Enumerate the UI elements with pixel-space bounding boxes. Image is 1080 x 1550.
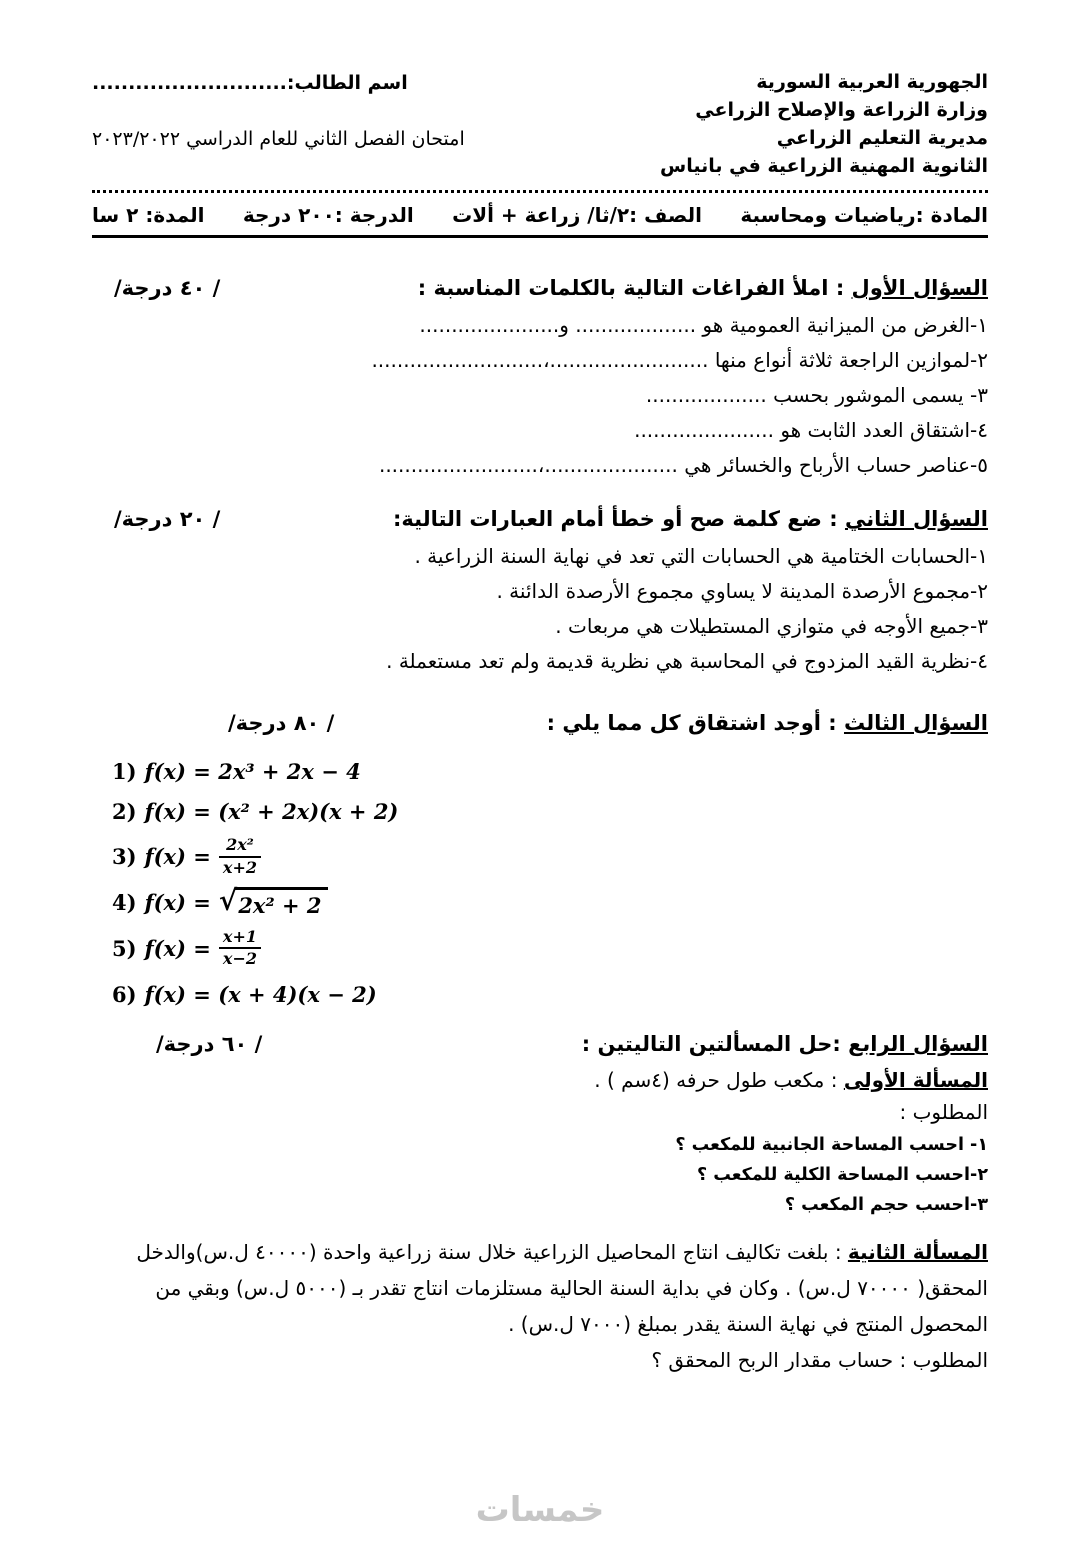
- problem-1-requirement: ١- احسب المساحة الجانبية للمكعب ؟: [675, 1135, 988, 1156]
- problem-1-statement: [92, 1068, 988, 1092]
- formula-1-label: 1): [112, 758, 137, 784]
- formula-2-expression: f(x) = (x² + 2x)(x + 2): [144, 798, 399, 824]
- question-1-score: /٤٠ درجة /: [114, 276, 221, 300]
- org-line-directorate: مديرية التعليم الزراعي: [776, 127, 988, 149]
- formula-5-label: 5): [112, 935, 137, 961]
- total-score-field: الدرجة :٢٠٠ درجة: [242, 203, 414, 227]
- question-2: [92, 507, 988, 679]
- formula-2-label: 2): [112, 798, 137, 824]
- formula-3-label: 3): [112, 844, 137, 870]
- problem-1-text: : مكعب طول حرفه (٤سم ) .: [594, 1068, 844, 1093]
- formula-6-label: 6): [112, 981, 137, 1007]
- question-1-item: ٣- يسمى الموشور بحسب ...................: [645, 383, 988, 407]
- formula-3-prefix: f(x) =: [144, 844, 211, 870]
- question-2-score: /٢٠ درجة /: [114, 507, 221, 531]
- formula-2: [112, 795, 988, 827]
- dotted-divider: [92, 190, 988, 193]
- question-2-title: السؤال الثاني: [844, 507, 988, 531]
- question-2-item: ٤-نظرية القيد المزدوج في المحاسبة هي نظرية قديمة ولم تعد مستعملة .: [386, 649, 988, 673]
- formula-1-expression: f(x) = 2x³ + 2x − 4: [144, 758, 361, 784]
- radical-sign-icon: √: [218, 884, 238, 918]
- question-3-score: /٨٠ درجة /: [228, 711, 335, 735]
- question-2-item: ٣-جميع الأوجه في متوازي المستطيلات هي مربعات .: [555, 614, 988, 638]
- question-1-title: السؤال الأول: [851, 276, 988, 300]
- formula-6: [112, 978, 988, 1010]
- question-2-instruction: : ضع كلمة صح أو خطأ أمام العبارات التالية:: [392, 507, 845, 531]
- question-1-heading: [92, 276, 988, 300]
- fraction-denominator: x−2: [222, 949, 257, 969]
- question-2-item: ١-الحسابات الختامية هي الحسابات التي تعد في نهاية السنة الزراعية .: [414, 544, 988, 568]
- radicand-expression: 2x² + 2: [235, 887, 328, 918]
- class-field: الصف :٢/ثا/ زراعة + ألات: [452, 203, 702, 227]
- fraction-numerator: 2x²: [219, 835, 261, 858]
- formula-5-prefix: f(x) =: [144, 935, 211, 961]
- problem-1-requirement: ٢-احسب المساحة الكلية للمكعب ؟: [697, 1165, 988, 1186]
- formula-3: [112, 835, 988, 879]
- question-2-heading-text: [393, 507, 988, 531]
- question-1-heading-text: [418, 276, 988, 300]
- question-3-heading: [92, 711, 988, 735]
- subject-field: المادة :رياضيات ومحاسبة: [740, 203, 988, 227]
- problem-1-required-label: المطلوب :: [899, 1100, 988, 1125]
- question-4: [92, 1032, 988, 1372]
- formula-5-fraction: [219, 927, 261, 971]
- question-4-heading-text: [582, 1032, 988, 1056]
- problem-2-required: المطلوب : حساب مقدار الربح المحقق ؟: [651, 1348, 988, 1373]
- problem-1-title: المسألة الأولى: [843, 1068, 988, 1093]
- formula-3-fraction: [219, 835, 261, 879]
- question-1-instruction: : املأ الفراغات التالية بالكلمات المناسبة :: [417, 276, 852, 300]
- header-divider: [92, 235, 988, 238]
- question-1-item: ٤-اشتقاق العدد الثابت هو ......................: [634, 418, 988, 442]
- formula-4: [112, 884, 988, 919]
- formula-1: [112, 755, 988, 787]
- formula-6-expression: f(x) = (x + 4)(x − 2): [144, 981, 377, 1007]
- question-1-item: ٥-عناصر حساب الأرباح والخسائر هي .....................،.........................: [378, 453, 988, 477]
- org-line-ministry: وزارة الزراعة والإصلاح الزراعي: [695, 99, 988, 121]
- question-1-item: ١-الغرض من الميزانية العمومية هو ................... و......................: [419, 313, 988, 337]
- question-1-items: [92, 308, 988, 483]
- question-1: [92, 276, 988, 483]
- question-4-instruction: :حل المسألتين التاليتين :: [581, 1032, 849, 1057]
- document-header: [92, 68, 988, 180]
- institution-block: [660, 68, 988, 180]
- exam-info-bar: [92, 203, 988, 227]
- problem-2-text: : بلغت تكاليف انتاج المحاصيل الزراعية خلال سنة زراعية واحدة (٤٠٠٠٠ ل.س)والدخل المحقق( ٧٠٠٠٠ ل.س) . وكان في بداية السنة الحالية مستلزمات انتاج تقدر بـ (٥٠٠٠ ل.س) وبقي من المحصول المنتج في نهاية السنة يقدر بمبلغ (٧٠٠٠ ل.س) .: [136, 1240, 988, 1337]
- problem-2-statement: [92, 1234, 988, 1342]
- question-3: [92, 711, 988, 1010]
- problem-1-requirements: [92, 1130, 988, 1220]
- question-2-items: [92, 539, 988, 679]
- question-3-heading-text: [547, 711, 988, 735]
- question-1-item: ٢-لموازين الراجعة ثلاثة أنواع منها .........................،...........................: [371, 348, 988, 372]
- student-name-field: اسم الطالب:...........................: [92, 72, 408, 94]
- org-line-republic: الجهورية العربية السورية: [756, 71, 988, 93]
- formula-4-label: 4): [112, 890, 137, 916]
- question-2-item: ٢-مجموع الأرصدة المدينة لا يساوي مجموع الأرصدة الدائنة .: [496, 579, 988, 603]
- question-3-title: السؤال الثالث: [843, 711, 988, 735]
- org-line-school: الثانوية المهنية الزراعية في بانياس: [659, 155, 988, 177]
- question-4-title: السؤال الرابع: [848, 1032, 988, 1057]
- header-left-block: [92, 68, 465, 150]
- question-3-instruction: : أوجد اشتقاق كل مما يلي :: [546, 711, 844, 735]
- exam-title: امتحان الفصل الثاني للعام الدراسي ٢٠٢٣/٢٠٢٢: [92, 128, 465, 150]
- derivative-formulas: [92, 755, 988, 1010]
- question-4-score: /٦٠ درجة /: [156, 1032, 263, 1057]
- formula-5: [112, 927, 988, 971]
- duration-field: المدة: ٢ سا: [92, 203, 205, 227]
- problem-2-title: المسألة الثانية: [847, 1240, 988, 1265]
- formula-4-sqrt: [218, 884, 329, 919]
- fraction-numerator: x+1: [219, 927, 261, 950]
- fraction-denominator: x+2: [222, 857, 257, 877]
- watermark-logo: خمسات: [475, 1490, 605, 1530]
- formula-4-prefix: f(x) =: [144, 890, 211, 916]
- question-4-heading: [92, 1032, 988, 1056]
- problem-1-requirement: ٣-احسب حجم المكعب ؟: [784, 1195, 988, 1216]
- question-2-heading: [92, 507, 988, 531]
